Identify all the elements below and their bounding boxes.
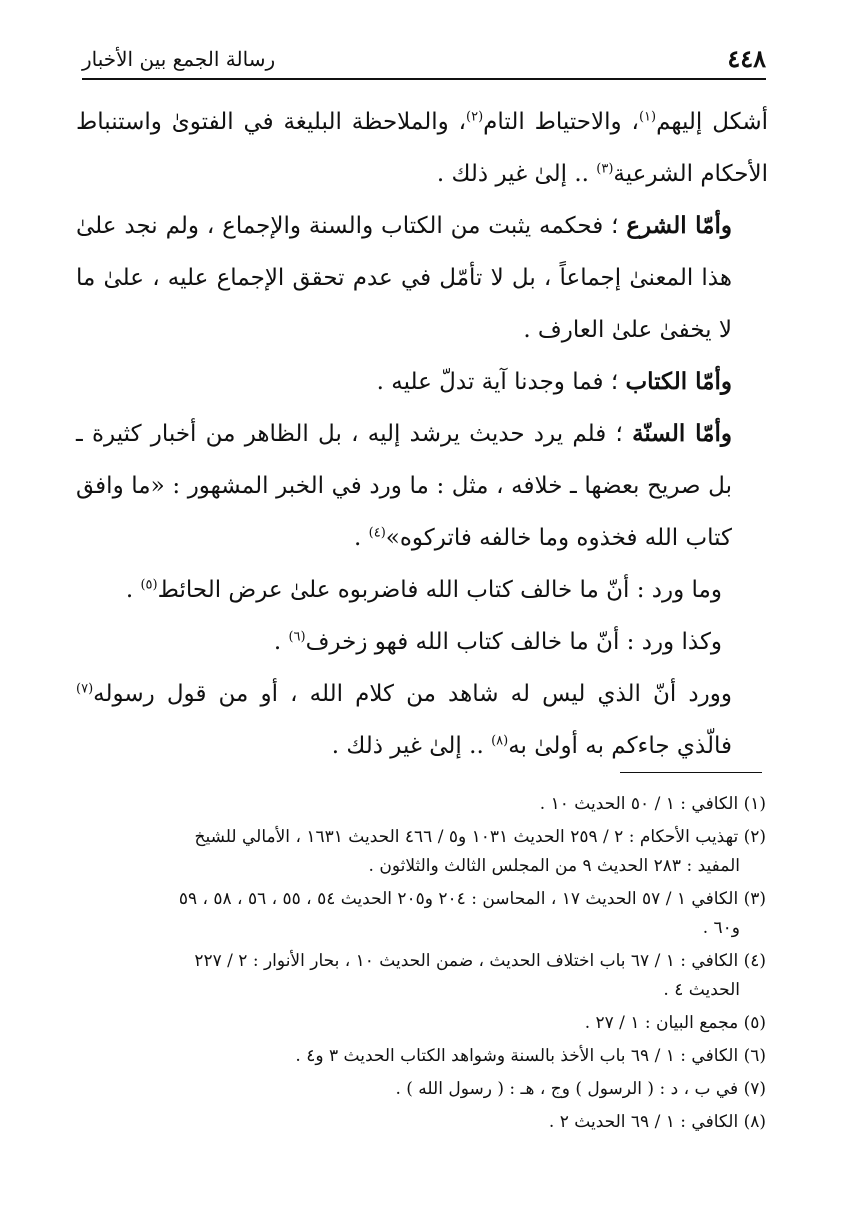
footnote-continuation: و٦٠ . <box>702 918 740 938</box>
footnote-4 <box>76 947 766 1005</box>
paragraph-heading: وأمّا السنّة <box>632 420 732 447</box>
footnote-ref: (٣) <box>596 161 614 177</box>
header-rule <box>82 78 766 80</box>
paragraph-2 <box>76 200 768 356</box>
footnote-text: (٣) الكافي ١ / ٥٧ الحديث ١٧ ، المحاسن : ٢٠٤ و٢٠٥ الحديث ٥٤ ، ٥٥ ، ٥٦ ، ٥٨ ، ٥٩ <box>178 889 766 909</box>
text-span: وما ورد : أنّ ما خالف كتاب الله فاضربوه علىٰ عرض الحائط <box>157 577 722 603</box>
footnote-continuation: الحديث ٤ . <box>663 980 740 1000</box>
footnote-text: (٨) الكافي : ١ / ٦٩ الحديث ٢ . <box>548 1112 766 1132</box>
footnote-8 <box>76 1108 766 1137</box>
footnote-7 <box>76 1075 766 1104</box>
paragraph-1 <box>76 96 768 200</box>
text-span: ؛ فما وجدنا آية تدلّ عليه . <box>376 369 626 395</box>
paragraph-4 <box>76 408 768 564</box>
text-span: . <box>125 577 141 603</box>
text-span: ، والملاحظة البليغة في الفتوىٰ واستنباط الأحكام الشرعية <box>76 109 768 187</box>
footnotes <box>76 790 766 1141</box>
footnote-text: (٥) مجمع البيان : ١ / ٢٧ . <box>584 1013 766 1033</box>
footnote-text: (٧) في ب ، د : ( الرسول ) وج ، هـ : ( رسول الله ) . <box>395 1079 766 1099</box>
footnote-6 <box>76 1042 766 1071</box>
main-text <box>76 96 768 772</box>
footnote-3 <box>76 885 766 943</box>
paragraph-6 <box>76 616 768 668</box>
footnote-text: (١) الكافي : ١ / ٥٠ الحديث ١٠ . <box>539 794 766 814</box>
footnote-1 <box>76 790 766 819</box>
paragraph-heading: وأمّا الكتاب <box>625 368 732 395</box>
text-span: . <box>354 525 369 551</box>
text-span: .. إلىٰ غير ذلك . <box>436 161 597 187</box>
page-header <box>82 34 766 74</box>
running-title: رسالة الجمع بين الأخبار <box>82 47 276 71</box>
footnote-ref: (٧) <box>76 681 94 697</box>
footnote-ref: (٢) <box>466 109 484 125</box>
footnote-ref: (٥) <box>140 577 158 593</box>
paragraph-7 <box>76 668 768 772</box>
footnote-5 <box>76 1009 766 1038</box>
footnote-ref: (٤) <box>368 525 386 541</box>
paragraph-heading: وأمّا الشرع <box>626 212 732 239</box>
footnote-ref: (١) <box>638 109 657 125</box>
text-span: . <box>273 629 289 655</box>
footnote-text: (٤) الكافي : ١ / ٦٧ باب اختلاف الحديث ، ضمن الحديث ١٠ ، بحار الأنوار : ٢ / ٢٢٧ <box>194 951 766 971</box>
footnote-continuation: المفيد : ٢٨٣ الحديث ٩ من المجلس الثالث والثلاثون . <box>368 856 740 876</box>
footnote-text: (٦) الكافي : ١ / ٦٩ باب الأخذ بالسنة وشواهد الكتاب الحديث ٣ و٤ . <box>295 1046 766 1066</box>
text-span: وورد أنّ الذي ليس له شاهد من كلام الله ، أو من قول رسوله <box>93 681 732 707</box>
text-span: ؛ فلم يرد حديث يرشد إليه ، بل الظاهر من أخبار كثيرة ـ بل صريح بعضها ـ خلافه ، مثل : ما ورد في الخبر المشهور : «ما وافق كتاب الله فخذوه وما خالفه فاتركوه» <box>76 421 732 551</box>
footnote-2 <box>76 823 766 881</box>
footnote-separator <box>620 772 762 773</box>
paragraph-5 <box>76 564 768 616</box>
footnote-ref: (٦) <box>288 629 306 645</box>
text-span: فالّذي جاءكم به أولىٰ به <box>508 733 732 759</box>
footnote-text: (٢) تهذيب الأحكام : ٢ / ٢٥٩ الحديث ١٠٣١ و٥ / ٤٦٦ الحديث ١٦٣١ ، الأمالي للشيخ <box>194 827 766 847</box>
page-number: ٤٤٨ <box>727 44 766 73</box>
text-span: أشكل إليهم <box>656 109 768 135</box>
paragraph-3 <box>76 356 768 408</box>
text-span: ؛ فحكمه يثبت من الكتاب والسنة والإجماع ، ولم نجد علىٰ هذا المعنىٰ إجماعاً ، بل لا تأمّل في عدم تحقق الإجماع عليه ، علىٰ ما لا يخفىٰ علىٰ العارف . <box>76 213 732 343</box>
text-span: ، والاحتياط التام <box>483 109 639 135</box>
footnote-ref: (٨) <box>491 733 509 749</box>
text-span: وكذا ورد : أنّ ما خالف كتاب الله فهو زخرف <box>305 629 722 655</box>
text-span: .. إلىٰ غير ذلك . <box>331 733 492 759</box>
